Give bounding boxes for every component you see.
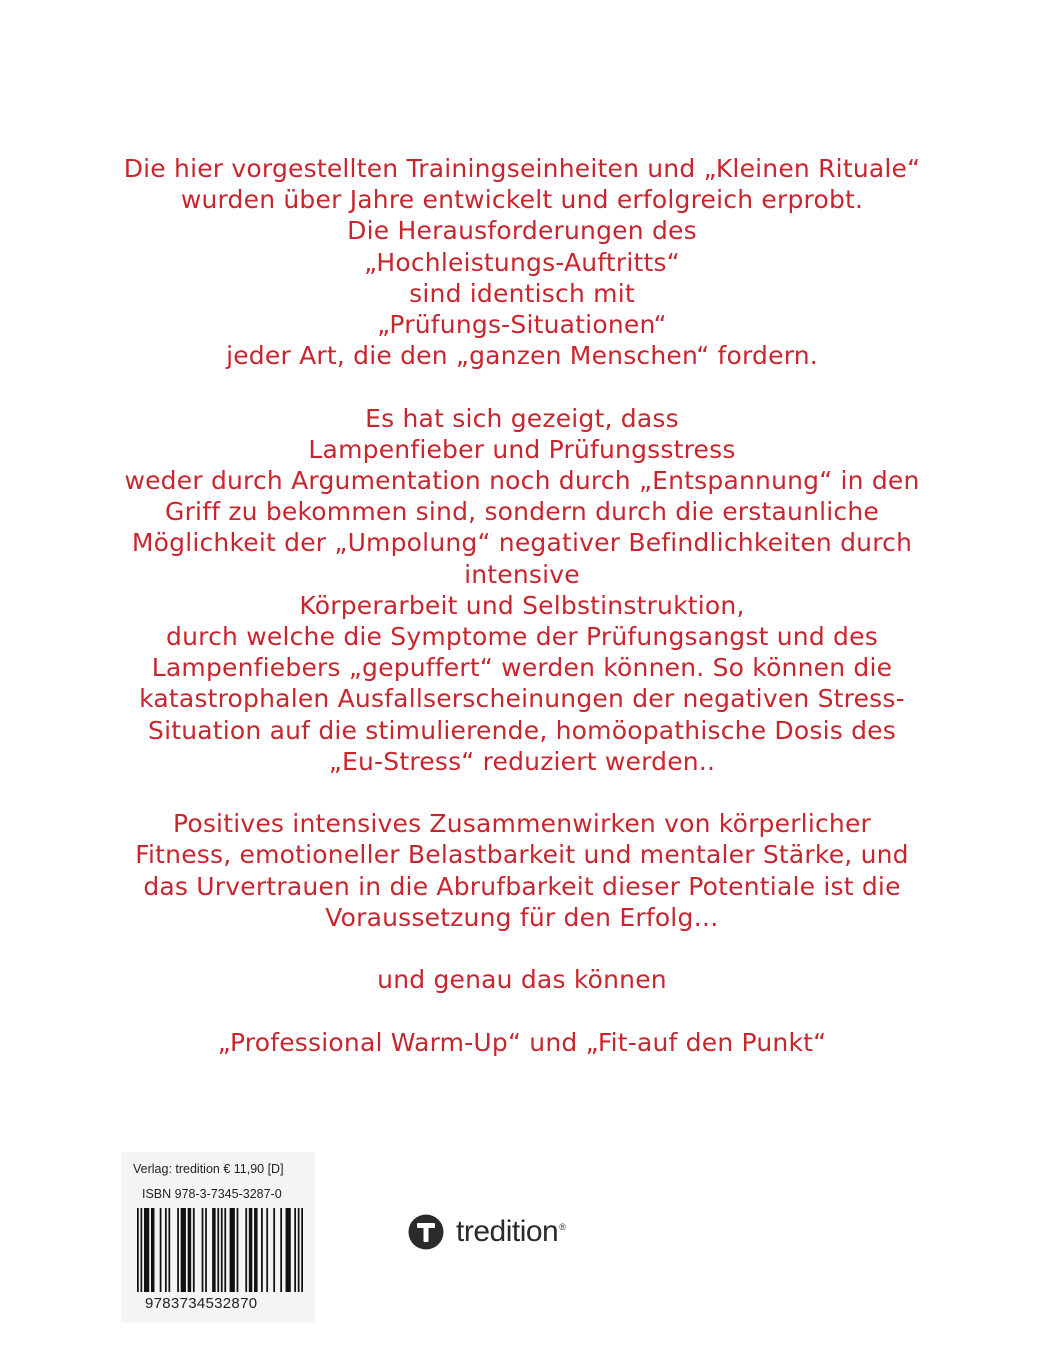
barcode-bar (177, 1208, 179, 1292)
blurb-line: „Eu-Stress“ reduziert werden.. (328, 746, 716, 776)
barcode-digits: 9783734532870 (145, 1295, 258, 1312)
barcode-bar (144, 1208, 149, 1292)
barcode-bar (202, 1208, 204, 1292)
barcode-bar (140, 1208, 142, 1292)
blurb-line: intensive (464, 559, 580, 589)
blurb-line: Lampenfiebers „gepuffert“ werden können. So können die (151, 653, 893, 683)
paragraph-gap (60, 371, 984, 402)
barcode-bar (160, 1208, 162, 1292)
blurb-line: durch welche die Symptome der Prüfungsangst und des (166, 622, 878, 652)
blurb-line: Es hat sich gezeigt, dass (365, 403, 679, 433)
blurb-line: jeder Art, die den „ganzen Menschen“ fordern. (226, 341, 818, 371)
blurb-line: Griff zu bekommen sind, sondern durch die erstaunliche (165, 497, 879, 527)
blurb-line: weder durch Argumentation noch durch „Entspannung“ in den (124, 466, 920, 496)
blurb-line: sind identisch mit (409, 278, 635, 308)
blurb-line: Die hier vorgestellten Trainingseinheiten und „Kleinen Rituale“ (123, 154, 921, 183)
blurb-line: das Urvertrauen in die Abrufbarkeit dieser Potentiale ist die (143, 871, 901, 901)
barcode-bar (137, 1208, 139, 1292)
barcode-bar (249, 1208, 252, 1292)
blurb-line: Lampenfieber und Prüfungsstress (308, 434, 736, 464)
publisher-price-label: Verlag: tredition € 11,90 [D] (133, 1162, 284, 1176)
barcode-bar (193, 1208, 195, 1292)
barcode-bar (301, 1208, 303, 1292)
barcode-bar (205, 1208, 207, 1292)
blurb-line: Positives intensives Zusammenwirken von körperlicher (172, 809, 872, 839)
barcode-bar (261, 1208, 263, 1292)
barcode-bar (237, 1208, 239, 1292)
barcode-bar (298, 1208, 300, 1292)
paragraph-gap (60, 777, 984, 808)
isbn-label: ISBN 978-3-7345-3287-0 (142, 1187, 282, 1201)
blurb-line: „Hochleistungs-Auftritts“ (364, 247, 680, 277)
blurb-line: wurden über Jahre entwickelt und erfolgreich erprobt. (180, 185, 864, 215)
blurb-line: Situation auf die stimulierende, homöopathische Dosis des (148, 715, 896, 745)
blurb-line: Körperarbeit und Selbstinstruktion, (299, 590, 745, 620)
blurb-line: Voraussetzung für den Erfolg… (325, 902, 719, 932)
back-cover-blurb (60, 153, 984, 1058)
barcode-bar (221, 1208, 223, 1292)
barcode-bar (273, 1208, 275, 1292)
blurb-line: „Prüfungs-Situationen“ (377, 310, 667, 340)
blurb-line: Fitness, emotioneller Belastbarkeit und mentaler Stärke, und (135, 840, 909, 870)
blurb-line: „Professional Warm-Up“ und „Fit-auf den Punkt“ (217, 1027, 827, 1057)
barcode-bar (245, 1208, 247, 1292)
barcode-bar (212, 1208, 215, 1292)
paragraph-gap (60, 933, 984, 964)
registered-mark: ® (559, 1222, 566, 1232)
tredition-t-logo-icon (408, 1214, 444, 1250)
barcode-bar (266, 1208, 268, 1292)
barcode-bar (286, 1208, 291, 1292)
barcode-bar (230, 1208, 235, 1292)
blurb-line: und genau das können (377, 965, 667, 995)
blurb-line: katastrophalen Ausfallserscheinungen der negativen Stress- (139, 684, 905, 714)
barcode-bar (217, 1208, 219, 1292)
barcode-bar (181, 1208, 186, 1292)
barcode-bars (137, 1208, 303, 1292)
publisher-logo (408, 1210, 565, 1254)
barcode-bar (254, 1208, 257, 1292)
barcode-bar (151, 1208, 154, 1292)
blurb-line: Die Herausforderungen des (347, 216, 697, 246)
isbn-barcode-box (121, 1152, 315, 1323)
barcode-bar (294, 1208, 296, 1292)
blurb-line: Möglichkeit der „Umpolung“ negativer Befindlichkeiten durch (131, 528, 913, 558)
paragraph-gap (60, 995, 984, 1026)
publisher-name: tredition® (456, 1215, 566, 1248)
barcode-bar (224, 1208, 226, 1292)
barcode-bar (188, 1208, 191, 1292)
barcode-bar (280, 1208, 282, 1292)
barcode-bar (168, 1208, 170, 1292)
barcode-bar (165, 1208, 167, 1292)
